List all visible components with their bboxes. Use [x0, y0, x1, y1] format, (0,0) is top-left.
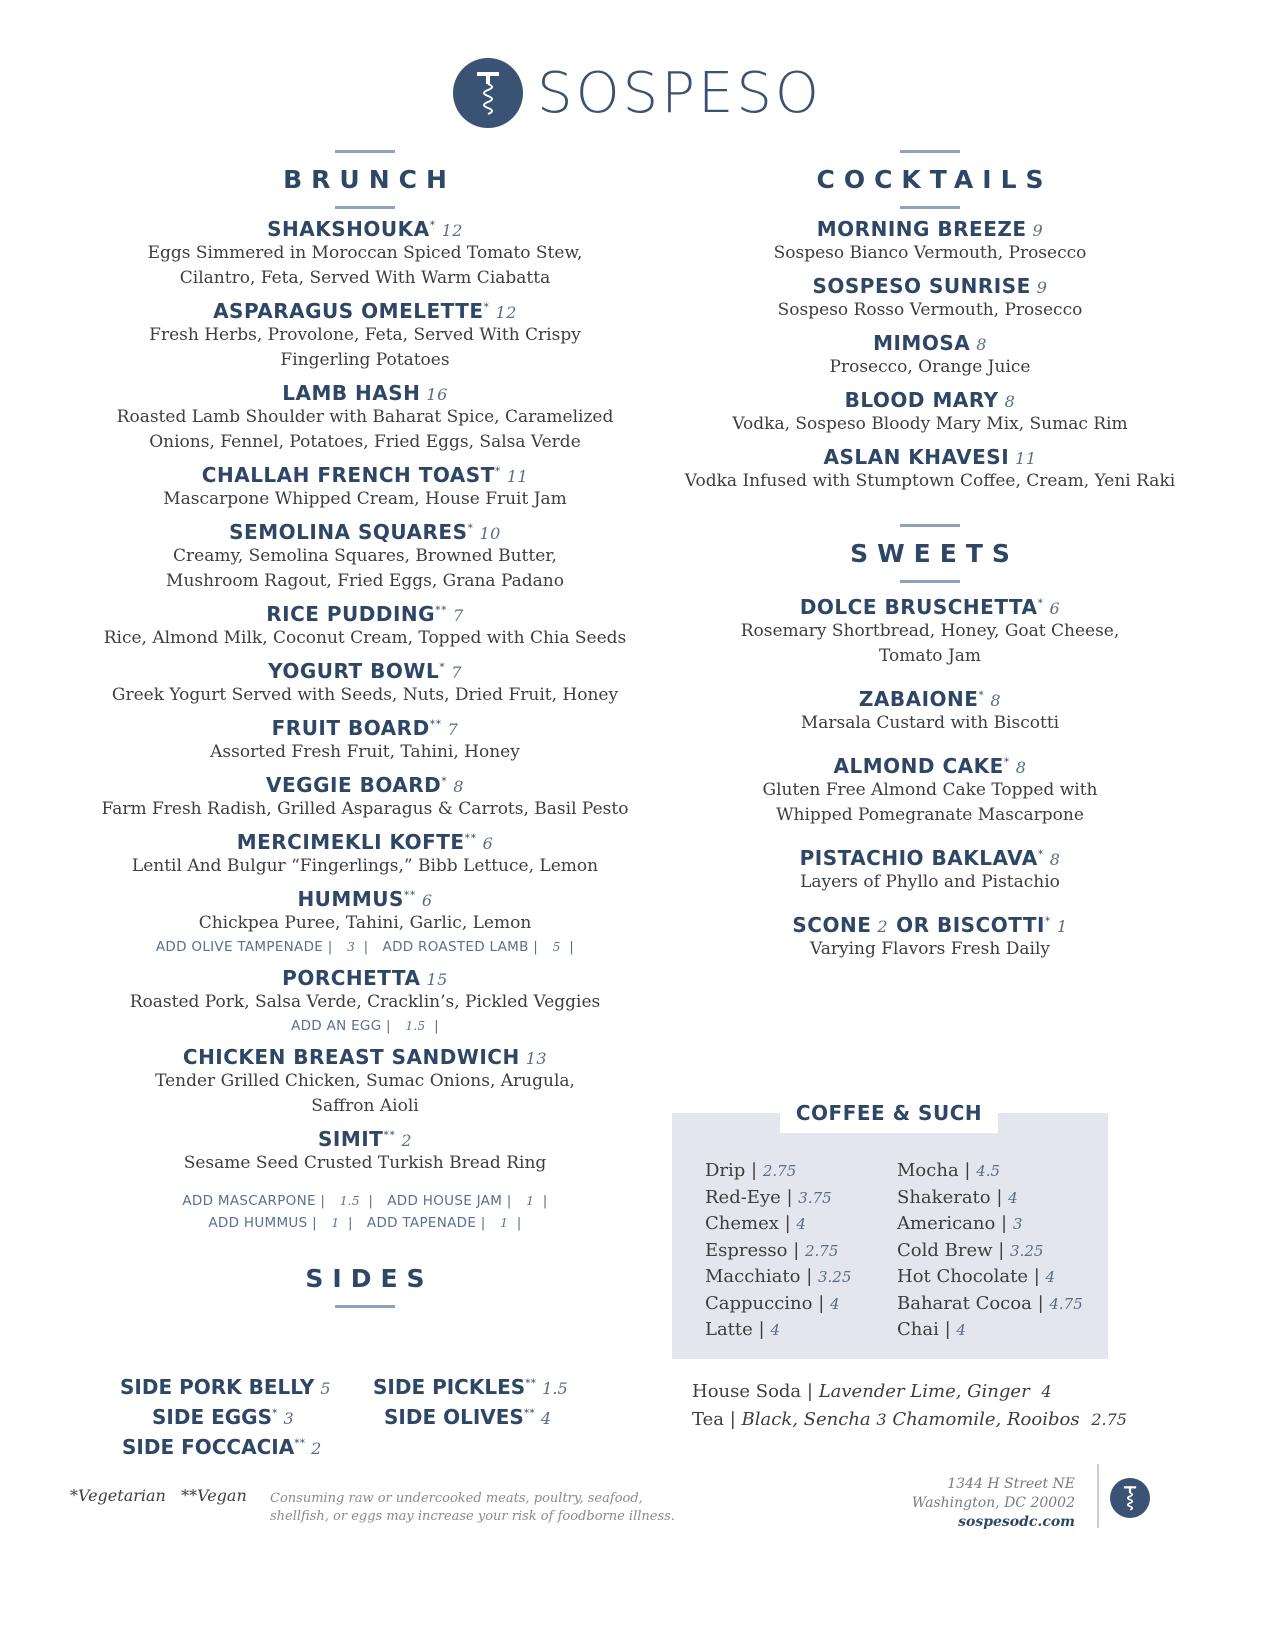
coffee-item: Americano | 3 — [897, 1213, 1023, 1234]
item-name — [675, 217, 1185, 241]
item-title: CHICKEN BREAST SANDWICH — [182, 1045, 520, 1069]
brand-name: SOSPESO — [537, 60, 822, 126]
cocktails-section — [675, 150, 1185, 962]
diet-mark: ** — [435, 603, 448, 617]
item-name — [95, 217, 635, 241]
cocktails-heading — [675, 150, 1185, 209]
menu-item: SIDE PICKLES** 1.5 — [373, 1375, 568, 1399]
address-block: 1344 H Street NE Washington, DC 20002 sospesodc.com — [911, 1476, 1075, 1530]
coffee-name: Hot Chocolate — [897, 1266, 1028, 1287]
item-price: 13 — [525, 1049, 548, 1068]
coffee-name: Cold Brew — [897, 1239, 993, 1261]
section-title: SWEETS — [850, 539, 1019, 568]
divider — [335, 206, 395, 209]
menu-item: SIDE FOCCACIA** 2 — [122, 1435, 322, 1459]
menu-item — [95, 887, 635, 958]
sweets-heading — [675, 524, 1185, 583]
menu-item: SIDE PORK BELLY 5 — [120, 1375, 331, 1399]
item-description: Mushroom Ragout, Fried Eggs, Grana Padano — [166, 571, 564, 591]
menu-item — [675, 754, 1185, 828]
item-title: CHALLAH FRENCH TOAST — [201, 463, 495, 487]
addon-row: ADD OLIVE TAMPENADE | 3 | ADD ROASTED LAMB | 5 | — [155, 939, 575, 955]
item-name — [95, 966, 635, 990]
coffee-item: Chai | 4 — [897, 1319, 966, 1340]
item-description: Varying Flavors Fresh Daily — [809, 939, 1051, 959]
coffee-price: 3.25 — [1010, 1241, 1044, 1260]
addon-price: 1.5 — [405, 1019, 426, 1033]
menu-item — [95, 381, 635, 455]
website-link[interactable]: sospesodc.com — [958, 1514, 1075, 1530]
coffee-list-left — [705, 1158, 851, 1344]
item-title: PORCHETTA — [282, 966, 421, 990]
item-name — [675, 274, 1185, 298]
item-description: Chickpea Puree, Tahini, Garlic, Lemon — [198, 913, 532, 933]
item-title: MIMOSA — [873, 331, 971, 355]
item-price: 8 — [976, 335, 987, 354]
menu-item — [675, 687, 1185, 736]
addon-label: ADD HUMMUS — [208, 1215, 308, 1231]
item-name — [95, 773, 635, 797]
item-price: 12 — [495, 303, 517, 322]
item-price: 8 — [453, 777, 464, 796]
sweets-menu-list — [675, 595, 1185, 962]
item-name — [95, 381, 635, 405]
item-name — [675, 388, 1185, 412]
menu-item — [95, 299, 635, 373]
item-title: BLOOD MARY — [844, 388, 999, 412]
item-price: 6 — [1049, 599, 1061, 618]
item-description: Mascarpone Whipped Cream, House Fruit Jam — [163, 489, 567, 509]
menu-item — [95, 830, 635, 879]
diet-mark: ** — [429, 717, 442, 731]
addon-price: 1 — [331, 1216, 340, 1230]
coffee-name: Macchiato — [705, 1266, 801, 1287]
house-soda-line: House Soda | Lavender Lime, Ginger 4 — [692, 1381, 1052, 1402]
item-title: HUMMUS — [297, 887, 404, 911]
divider — [335, 1305, 395, 1308]
corkscrew-logo-icon — [453, 58, 523, 128]
item-title: FRUIT BOARD — [271, 716, 430, 740]
coffee-item: Shakerato | 4 — [897, 1186, 1018, 1208]
diet-mark: * — [1037, 596, 1044, 610]
item-price: 8 — [1004, 392, 1016, 411]
item-title: YOGURT BOWL — [268, 659, 440, 683]
section-title: SIDES — [305, 1264, 434, 1293]
coffee-price: 4 — [830, 1294, 840, 1313]
item-price: 16 — [426, 385, 448, 404]
section-title: BRUNCH — [283, 165, 456, 194]
item-price: 2 — [401, 1131, 413, 1150]
item-title: RICE PUDDING — [266, 602, 436, 626]
item-name — [675, 595, 1185, 619]
item-name — [95, 299, 635, 323]
coffee-name: Mocha — [897, 1160, 959, 1181]
item-price: 1 — [1056, 917, 1068, 936]
coffee-item: Latte | 4 — [705, 1319, 780, 1340]
header-logo — [0, 58, 1275, 128]
addon-row: ADD MASCARPONE | 1.5 | ADD HOUSE JAM | 1 | — [182, 1193, 548, 1209]
coffee-name: Chemex — [705, 1213, 779, 1234]
coffee-item: Macchiato | 3.25 — [705, 1266, 852, 1287]
coffee-price: 3.75 — [798, 1188, 832, 1207]
item-title: ASPARAGUS OMELETTE — [213, 299, 484, 323]
item-price: 6 — [421, 891, 433, 910]
coffee-name: Drip — [705, 1160, 746, 1181]
corkscrew-logo-icon — [1110, 1478, 1150, 1518]
diet-mark: ** — [464, 831, 477, 845]
health-warning: Consuming raw or undercooked meats, poultry, seafood, shellfish, or eggs may increase your risk of foodborne illness. — [270, 1491, 675, 1524]
sides-heading — [95, 1264, 635, 1308]
coffee-price: 4 — [956, 1321, 966, 1339]
divider — [900, 150, 960, 153]
item-price: 7 — [447, 720, 459, 739]
item-price: 15 — [426, 970, 448, 989]
coffee-name: Espresso — [705, 1239, 788, 1261]
item-title: MORNING BREEZE — [816, 217, 1027, 241]
coffee-name: Americano — [897, 1213, 996, 1234]
item-description: Saffron Aioli — [311, 1096, 419, 1116]
coffee-item: Mocha | 4.5 — [897, 1160, 1001, 1181]
diet-mark: * — [441, 774, 448, 788]
coffee-price: 3.25 — [818, 1268, 852, 1286]
menu-item — [675, 274, 1185, 323]
item-title: ALMOND CAKE — [833, 754, 1004, 778]
item-name — [675, 687, 1185, 711]
item-price: 11 — [506, 467, 529, 486]
coffee-item: Cappuccino | 4 — [705, 1292, 840, 1314]
coffee-price: 2.75 — [762, 1162, 797, 1180]
coffee-name: Shakerato — [897, 1186, 991, 1208]
item-title: ZABAIONE — [858, 687, 979, 711]
menu-item — [95, 217, 635, 291]
item-description: Onions, Fennel, Potatoes, Fried Eggs, Salsa Verde — [149, 432, 581, 452]
diet-mark: * — [467, 521, 474, 535]
item-description: Whipped Pomegranate Mascarpone — [776, 805, 1084, 825]
item-description: Creamy, Semolina Squares, Browned Butter, — [173, 546, 557, 566]
item-name — [95, 716, 635, 740]
coffee-item: Hot Chocolate | 4 — [897, 1266, 1056, 1287]
item-description: Layers of Phyllo and Pistachio — [800, 872, 1060, 892]
item-price: 9 — [1036, 278, 1048, 297]
item-name — [95, 1127, 635, 1151]
coffee-item: Cold Brew | 3.25 — [897, 1239, 1044, 1261]
coffee-name: Latte — [705, 1319, 753, 1340]
diet-mark: * — [494, 464, 501, 478]
coffee-name: Chai — [897, 1319, 939, 1340]
diet-mark: * — [1037, 847, 1044, 861]
divider — [900, 524, 960, 527]
item-description: Assorted Fresh Fruit, Tahini, Honey — [210, 742, 520, 762]
coffee-name: Cappuccino — [705, 1292, 813, 1314]
addon-price: 1 — [500, 1216, 509, 1230]
item-description: Cilantro, Feta, Served With Warm Ciabatta — [179, 268, 551, 288]
diet-mark: * — [1003, 755, 1010, 769]
item-description: Fresh Herbs, Provolone, Feta, Served With Crispy — [149, 325, 581, 345]
brunch-menu-list — [95, 217, 635, 1234]
menu-item — [95, 520, 635, 594]
diet-mark: * — [429, 218, 436, 232]
item-name — [95, 602, 635, 626]
item-description: Greek Yogurt Served with Seeds, Nuts, Dried Fruit, Honey — [111, 685, 619, 705]
addon-label: ADD TAPENADE — [366, 1215, 477, 1231]
menu-item: SIDE OLIVES** 4 — [384, 1405, 551, 1429]
coffee-title: COFFEE & SUCH — [780, 1095, 998, 1133]
item-name — [95, 659, 635, 683]
item-description: Roasted Lamb Shoulder with Baharat Spice, Caramelized — [116, 407, 614, 427]
menu-item — [675, 331, 1185, 380]
item-description: Fingerling Potatoes — [280, 350, 450, 370]
brunch-section — [95, 150, 635, 1308]
divider — [335, 150, 395, 153]
cocktail-menu-list — [675, 217, 1185, 494]
item-name — [675, 445, 1185, 469]
menu-item — [675, 445, 1185, 494]
menu-item — [95, 602, 635, 651]
item-price: 8 — [1015, 758, 1027, 777]
addon-label: ADD AN EGG — [291, 1018, 382, 1034]
item-description: Tender Grilled Chicken, Sumac Onions, Arugula, — [155, 1071, 575, 1091]
addon-price: 1.5 — [339, 1194, 360, 1208]
item-title: VEGGIE BOARD — [266, 773, 442, 797]
coffee-price: 4.75 — [1049, 1294, 1083, 1313]
coffee-price: 4 — [796, 1215, 806, 1233]
item-title: MERCIMEKLI KOFTE — [236, 830, 465, 854]
item-description: Sospeso Bianco Vermouth, Prosecco — [773, 243, 1087, 263]
coffee-name: Baharat Cocoa — [897, 1292, 1032, 1314]
item-name — [675, 846, 1185, 870]
coffee-price: 3 — [1012, 1215, 1023, 1233]
item-description: Sesame Seed Crusted Turkish Bread Ring — [183, 1153, 547, 1173]
item-description: Rosemary Shortbread, Honey, Goat Cheese, — [740, 621, 1120, 641]
item-title: PISTACHIO BAKLAVA — [799, 846, 1038, 870]
item-description: Lentil And Bulgur “Fingerlings,” Bibb Lettuce, Lemon — [131, 856, 599, 876]
item-description: Vodka, Sospeso Bloody Mary Mix, Sumac Rim — [732, 414, 1128, 434]
item-title: DOLCE BRUSCHETTA — [799, 595, 1038, 619]
item-title: SIMIT — [317, 1127, 384, 1151]
divider — [1097, 1464, 1099, 1528]
item-name — [95, 1045, 635, 1069]
diet-mark: * — [978, 688, 985, 702]
tea-line: Tea | Black, Sencha 3 Chamomile, Rooibos 2.75 — [692, 1409, 1127, 1430]
menu-item — [95, 659, 635, 708]
drink-extras — [692, 1378, 1127, 1434]
item-name — [95, 520, 635, 544]
addon-price: 5 — [552, 940, 561, 954]
item-price: 8 — [990, 691, 1002, 710]
menu-item — [95, 966, 635, 1037]
item-price: 7 — [451, 663, 462, 682]
coffee-price: 4 — [1008, 1188, 1018, 1207]
diet-mark: ** — [383, 1128, 396, 1142]
menu-item — [675, 595, 1185, 669]
diet-mark: ** — [403, 888, 416, 902]
item-name — [675, 331, 1185, 355]
menu-item — [95, 463, 635, 512]
item-description: Rice, Almond Milk, Coconut Cream, Topped with Chia Seeds — [103, 628, 627, 648]
item-price: 11 — [1015, 449, 1037, 468]
section-title: COCKTAILS — [816, 165, 1053, 194]
item-price: 7 — [453, 606, 464, 625]
item-price: 2 — [877, 917, 889, 936]
item-description: Farm Fresh Radish, Grilled Asparagus & Carrots, Basil Pesto — [101, 799, 629, 819]
item-title: SHAKSHOUKA — [267, 217, 430, 241]
coffee-price: 2.75 — [804, 1241, 839, 1260]
addon-row: ADD HUMMUS | 1 | ADD TAPENADE | 1 | — [208, 1215, 522, 1231]
coffee-item: Chemex | 4 — [705, 1213, 806, 1234]
diet-mark: * — [1044, 914, 1051, 928]
item-title: SOSPESO SUNRISE — [812, 274, 1031, 298]
item-description: Eggs Simmered in Moroccan Spiced Tomato Stew, — [147, 243, 583, 263]
item-name — [95, 463, 635, 487]
addon-label: ADD HOUSE JAM — [387, 1193, 503, 1209]
item-description: Roasted Pork, Salsa Verde, Cracklin’s, Pickled Veggies — [129, 992, 601, 1012]
menu-item — [675, 388, 1185, 437]
divider — [900, 206, 960, 209]
item-description: Marsala Custard with Biscotti — [800, 713, 1060, 733]
item-description: Sospeso Rosso Vermouth, Prosecco — [777, 300, 1083, 320]
addon-price: 1 — [526, 1194, 535, 1208]
menu-item — [95, 773, 635, 822]
menu-item — [675, 217, 1185, 266]
coffee-item: Red-Eye | 3.75 — [705, 1186, 832, 1208]
coffee-list-right — [897, 1158, 1083, 1344]
menu-item: SIDE EGGS* 3 — [152, 1405, 294, 1429]
item-title: SEMOLINA SQUARES — [229, 520, 468, 544]
item-price: 9 — [1032, 221, 1044, 240]
item-name — [675, 913, 1185, 937]
item-description: Tomato Jam — [878, 646, 982, 666]
dietary-legend: *Vegetarian **Vegan — [70, 1486, 247, 1505]
addon-price: 3 — [347, 940, 356, 954]
item-title: SCONE — [792, 913, 872, 937]
item-price: 6 — [482, 834, 494, 853]
item-name — [675, 754, 1185, 778]
item-title: LAMB HASH — [282, 381, 421, 405]
item-title: OR BISCOTTI — [896, 913, 1045, 937]
menu-item — [675, 846, 1185, 895]
diet-mark: * — [439, 660, 446, 674]
divider — [900, 580, 960, 583]
addon-label: ADD MASCARPONE — [182, 1193, 316, 1209]
diet-mark: * — [483, 300, 490, 314]
brunch-heading — [95, 150, 635, 209]
coffee-name: Red-Eye — [705, 1186, 781, 1208]
item-title: ASLAN KHAVESI — [823, 445, 1010, 469]
item-description: Gluten Free Almond Cake Topped with — [762, 780, 1098, 800]
menu-item — [95, 1127, 635, 1234]
coffee-item: Baharat Cocoa | 4.75 — [897, 1292, 1083, 1314]
item-price: 10 — [479, 524, 501, 543]
addon-row: ADD AN EGG | 1.5 | — [291, 1018, 439, 1034]
coffee-item: Drip | 2.75 — [705, 1160, 797, 1181]
item-price: 8 — [1049, 850, 1061, 869]
addon-label: ADD ROASTED LAMB — [382, 939, 529, 955]
item-price: 12 — [441, 221, 463, 240]
coffee-price: 4 — [1045, 1268, 1056, 1286]
menu-item — [675, 913, 1185, 962]
coffee-price: 4.5 — [976, 1162, 1001, 1180]
coffee-item: Espresso | 2.75 — [705, 1239, 839, 1261]
menu-item — [95, 716, 635, 765]
item-description: Prosecco, Orange Juice — [829, 357, 1031, 377]
addon-label: ADD OLIVE TAMPENADE — [155, 939, 324, 955]
item-name — [95, 887, 635, 911]
coffee-price: 4 — [770, 1321, 780, 1339]
item-description: Vodka Infused with Stumptown Coffee, Cream, Yeni Raki — [684, 471, 1176, 491]
item-name — [95, 830, 635, 854]
menu-item — [95, 1045, 635, 1119]
